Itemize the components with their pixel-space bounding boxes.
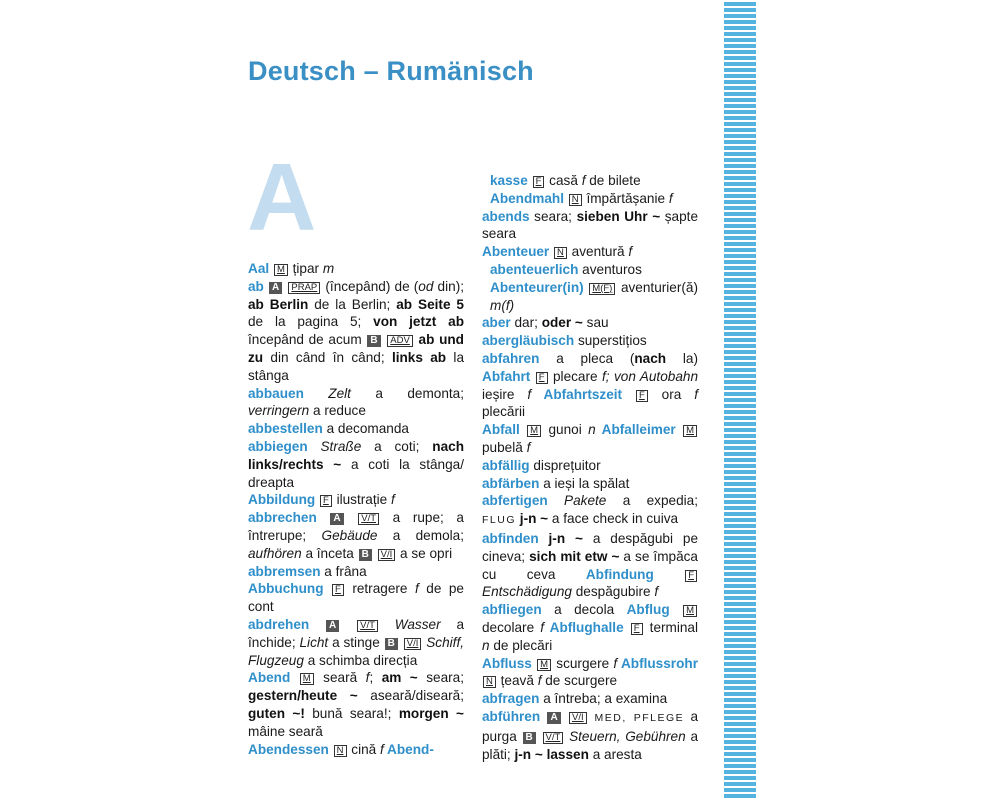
- phrase: sich mit etw ~: [529, 548, 620, 564]
- headword: Abendmahl: [490, 190, 565, 206]
- translation-text: a se opri: [396, 545, 453, 561]
- headword: abfliegen: [482, 602, 542, 618]
- translation-text: a frâna: [320, 563, 367, 579]
- entry-abfluss: [482, 655, 698, 691]
- translation-text: de pe cont: [248, 581, 464, 615]
- headword: abergläubisch: [482, 333, 575, 349]
- headword: abfertigen: [482, 493, 548, 509]
- usage-note: Straße: [307, 438, 362, 454]
- headword: Abenteuer: [482, 244, 550, 260]
- headword: abfinden: [482, 530, 539, 546]
- sense-number: A: [547, 712, 560, 724]
- entry-abfinden: [482, 530, 698, 601]
- usage-note: f: [581, 173, 586, 188]
- grammar-label: M: [683, 605, 697, 617]
- translation-text: plecării: [482, 404, 526, 420]
- grammar-label: F: [332, 584, 344, 596]
- entry-abfaellig: [482, 457, 698, 475]
- usage-note: Steuern, Gebühren: [564, 728, 686, 744]
- usage-note: f: [537, 673, 542, 689]
- phrase: j-n ~: [538, 530, 583, 546]
- translation-text: de la Berlin;: [308, 296, 397, 312]
- usage-note: f: [613, 655, 618, 671]
- entry-abdrehen: [248, 616, 464, 669]
- translation-text: a purga: [482, 708, 699, 744]
- usage-note: f: [694, 386, 698, 402]
- grammar-label: M(F): [589, 283, 615, 295]
- usage-note: Zelt: [303, 385, 351, 401]
- usage-note: n: [588, 422, 596, 438]
- phrase: morgen ~: [398, 705, 464, 721]
- headword: Abend-: [383, 741, 434, 757]
- entry-abfertigen: [482, 492, 698, 530]
- grammar-label: M: [300, 673, 314, 685]
- headword: Aal: [248, 261, 270, 276]
- usage-note: f: [390, 492, 395, 508]
- translation-text: aseară/diseară;: [357, 688, 464, 704]
- usage-note: f: [628, 244, 633, 260]
- translation-text: din când în când;: [263, 349, 392, 365]
- translation-text: retragere: [344, 581, 415, 597]
- grammar-label: F: [631, 623, 643, 635]
- translation-text: plecare: [548, 368, 602, 384]
- translation-text: a plăti;: [482, 728, 699, 762]
- phrase: oder ~: [541, 315, 583, 331]
- grammar-label: V/T: [357, 620, 378, 632]
- headword: abfahren: [482, 350, 540, 366]
- headword: abfärben: [482, 475, 540, 491]
- phrase: guten ~!: [248, 705, 305, 721]
- translation-text: casă: [545, 173, 582, 188]
- translation-text: aventuros: [578, 261, 642, 277]
- phrase: gestern/heute ~: [248, 688, 358, 704]
- usage-note: Licht: [299, 634, 329, 650]
- usage-note: m: [322, 261, 335, 276]
- entry-abenteurer: [482, 279, 698, 315]
- translation-text: dar;: [510, 315, 542, 331]
- headword: Abend: [248, 670, 291, 686]
- entry-abbiegen: [248, 438, 464, 491]
- usage-note: m(f): [490, 297, 515, 313]
- translation-text: a decomanda: [322, 421, 409, 437]
- grammar-label: V/I: [569, 712, 587, 724]
- translation-text: ieșire: [482, 386, 528, 402]
- grammar-label: F: [685, 570, 697, 582]
- headword: Abfall: [482, 422, 520, 438]
- usage-note: f: [527, 386, 532, 402]
- translation-text: FLUG: [482, 514, 517, 527]
- translation-text: de scurgere: [541, 673, 618, 689]
- translation-text: țeavă: [496, 673, 538, 689]
- headword: abbestellen: [248, 421, 323, 437]
- entry-aal: [248, 260, 464, 278]
- translation-text: a pleca (: [539, 350, 635, 366]
- phrase: j-n ~: [516, 511, 549, 527]
- entry-abbremsen: [248, 563, 464, 581]
- translation-text: disprețuitor: [529, 457, 601, 473]
- sense-number: B: [367, 335, 380, 347]
- grammar-label: N: [554, 247, 567, 259]
- translation-text: țipar: [288, 261, 323, 276]
- headword: aber: [482, 315, 511, 331]
- translation-text: la): [666, 350, 699, 366]
- translation-text: a schimba direcția: [303, 652, 418, 668]
- usage-note: n: [482, 637, 490, 653]
- entry-aberglaeubisch: [482, 332, 698, 350]
- grammar-label: M: [274, 264, 288, 276]
- translation-text: decolare: [482, 619, 541, 635]
- entry-aber: [482, 314, 698, 332]
- phrase: nach: [634, 350, 667, 366]
- column-right: [482, 172, 698, 763]
- headword: Abbildung: [248, 492, 316, 508]
- entry-abbauen: [248, 385, 464, 421]
- headword: Abendessen: [248, 741, 329, 757]
- usage-note: f: [365, 670, 370, 686]
- entry-abends: [482, 208, 698, 244]
- headword: abführen: [482, 708, 541, 724]
- translation-text: aventură: [567, 244, 629, 260]
- phrase: sieben Uhr ~: [576, 208, 661, 224]
- translation-text: despăgubire: [571, 584, 655, 600]
- usage-note: f: [668, 190, 673, 206]
- sense-number: A: [330, 513, 343, 525]
- translation-text: gunoi: [542, 422, 589, 438]
- translation-text: (începând) de (: [321, 278, 419, 294]
- headword: Abfluss: [482, 655, 532, 671]
- translation-text: de bilete: [585, 173, 641, 188]
- entry-abenteuer: [482, 243, 698, 261]
- usage-note: f: [540, 619, 545, 635]
- phrase: am ~: [381, 670, 418, 686]
- headword: Abbuchung: [248, 581, 324, 597]
- headword: Abfindung: [585, 566, 654, 582]
- entry-abfragen: [482, 690, 698, 708]
- phrase: links ab: [391, 349, 447, 365]
- usage-note: verringern: [248, 403, 310, 419]
- entry-abfuehren: [482, 708, 698, 763]
- entry-abfliegen: [482, 601, 698, 654]
- translation-text: împărtășanie: [582, 190, 669, 206]
- entry-abbrechen: [248, 509, 464, 562]
- translation-text: a întreba; a examina: [539, 691, 668, 707]
- translation-text: ora: [648, 386, 695, 402]
- translation-text: a coti la stânga/ dreapta: [248, 456, 464, 490]
- headword: abdrehen: [248, 616, 310, 632]
- grammar-label: F: [320, 495, 332, 507]
- sense-number: B: [385, 638, 398, 650]
- headword: abends: [482, 208, 530, 224]
- headword: abenteuerlich: [490, 261, 579, 277]
- headword: abfällig: [482, 457, 530, 473]
- translation-text: începând de acum: [248, 332, 367, 348]
- translation-text: a coti;: [361, 438, 433, 454]
- translation-text: pubelă: [482, 439, 527, 455]
- usage-note: Gebäude: [321, 527, 378, 543]
- grammar-label: V/I: [404, 638, 422, 650]
- headword: Abflussrohr: [617, 655, 698, 671]
- headword: abbiegen: [248, 438, 308, 454]
- translation-text: a închide;: [248, 616, 465, 650]
- translation-text: sau: [582, 315, 609, 331]
- grammar-label: F: [533, 176, 545, 188]
- translation-text: a expedia;: [606, 493, 698, 509]
- translation-text: șapte seara: [482, 208, 698, 242]
- headword: Abfahrt: [482, 368, 531, 384]
- headword: abbremsen: [248, 563, 321, 579]
- phrase: von jetzt ab: [373, 314, 464, 330]
- entry-abbildung: [248, 491, 464, 509]
- translation-text: seara;: [417, 670, 465, 686]
- translation-text: scurgere: [552, 655, 614, 671]
- translation-text: de la pagina 5;: [248, 314, 374, 330]
- translation-text: a stinge: [328, 634, 384, 650]
- translation-text: a despăgubi pe cineva;: [482, 530, 699, 564]
- usage-note: Wasser: [378, 616, 441, 632]
- sense-number: A: [326, 620, 339, 632]
- grammar-label: PRÄP: [288, 282, 320, 294]
- column-left: [248, 260, 464, 758]
- translation-text: a decola: [541, 602, 627, 618]
- usage-note: f: [526, 439, 531, 455]
- translation-text: la stânga: [248, 349, 465, 383]
- translation-text: terminal: [643, 619, 699, 635]
- section-letter: A: [247, 144, 317, 251]
- phrase: j-n ~ lassen: [514, 746, 589, 762]
- grammar-label: F: [636, 390, 648, 402]
- entry-abbuchung: [248, 580, 464, 616]
- usage-note: od: [418, 278, 434, 294]
- usage-note: f; von Autobahn: [602, 368, 698, 384]
- translation-text: a înceta: [301, 545, 358, 561]
- headword: Abfahrtszeit: [531, 386, 623, 402]
- entry-abendessen: [248, 741, 464, 759]
- headword: kasse: [490, 173, 528, 188]
- translation-text: MED, PFLEGE: [587, 711, 685, 724]
- usage-note: Pakete: [547, 493, 607, 509]
- translation-text: aventurier(ă): [616, 279, 699, 295]
- page-title: Deutsch – Rumänisch: [248, 56, 534, 86]
- grammar-label: V/T: [358, 513, 379, 525]
- grammar-label: M: [683, 425, 697, 437]
- usage-note: Schiff, Flugzeug: [248, 634, 465, 668]
- translation-text: mâine seară: [248, 723, 323, 739]
- translation-text: de plecări: [489, 637, 553, 653]
- headword: abfragen: [482, 691, 540, 707]
- headword: abbrechen: [248, 510, 317, 526]
- usage-note: f: [414, 581, 419, 597]
- phrase: ab Berlin: [248, 296, 309, 312]
- grammar-label: N: [483, 676, 496, 688]
- translation-text: din);: [433, 278, 464, 294]
- entry-abfall: [482, 421, 698, 457]
- grammar-label: M: [527, 425, 541, 437]
- grammar-label: N: [569, 194, 582, 206]
- phrase: ab Seite 5: [396, 296, 464, 312]
- phrase: ab und zu: [248, 332, 464, 365]
- headword: Abflughalle: [544, 619, 624, 635]
- translation-text: seara;: [529, 208, 577, 224]
- translation-text: a face check in cuiva: [548, 511, 679, 527]
- translation-text: a demola;: [377, 527, 464, 543]
- entry-abfahren: [482, 350, 698, 421]
- entry-abenteuerlich: [482, 261, 698, 279]
- usage-note: aufhören: [248, 545, 302, 561]
- translation-text: ;: [369, 670, 382, 686]
- headword: ab: [248, 278, 264, 294]
- grammar-label: F: [536, 372, 548, 384]
- entry-ab: [248, 278, 464, 385]
- translation-text: superstițios: [574, 333, 647, 349]
- headword: Abflug: [626, 602, 670, 618]
- grammar-label: N: [334, 745, 347, 757]
- entry-abendmahl: [482, 190, 698, 208]
- translation-text: seară: [314, 670, 366, 686]
- grammar-label: V/T: [543, 732, 564, 744]
- phrase: nach links/rechts ~: [248, 438, 464, 472]
- usage-note: f: [654, 584, 659, 600]
- usage-note: f: [380, 741, 384, 757]
- translation-text: a aresta: [588, 746, 642, 762]
- translation-text: a reduce: [309, 403, 366, 419]
- headword: Abfalleimer: [595, 422, 676, 438]
- sense-number: A: [269, 282, 282, 294]
- grammar-label: V/I: [378, 549, 396, 561]
- grammar-label: M: [537, 659, 551, 671]
- translation-text: a demonta;: [350, 385, 465, 401]
- translation-text: a ieși la spălat: [539, 475, 630, 491]
- translation-text: ilustrație: [332, 492, 391, 508]
- usage-note: Entschädigung: [482, 584, 572, 600]
- entry-abfaerben: [482, 475, 698, 493]
- entry-abend: [248, 669, 464, 740]
- translation-text: a rupe; a întrerupe;: [248, 510, 464, 543]
- headword: Abenteurer(in): [490, 279, 584, 295]
- entry-abbestellen: [248, 420, 464, 438]
- sense-number: B: [523, 732, 536, 744]
- sense-number: B: [359, 549, 372, 561]
- translation-text: a se împăca cu ceva: [482, 548, 698, 582]
- headword: abbauen: [248, 385, 304, 401]
- grammar-label: ADV: [387, 335, 413, 347]
- translation-text: bună seara!;: [304, 705, 399, 721]
- translation-text: cină: [347, 741, 380, 757]
- thumb-index-stripe: [724, 0, 756, 800]
- entry-abendkasse: [482, 172, 698, 190]
